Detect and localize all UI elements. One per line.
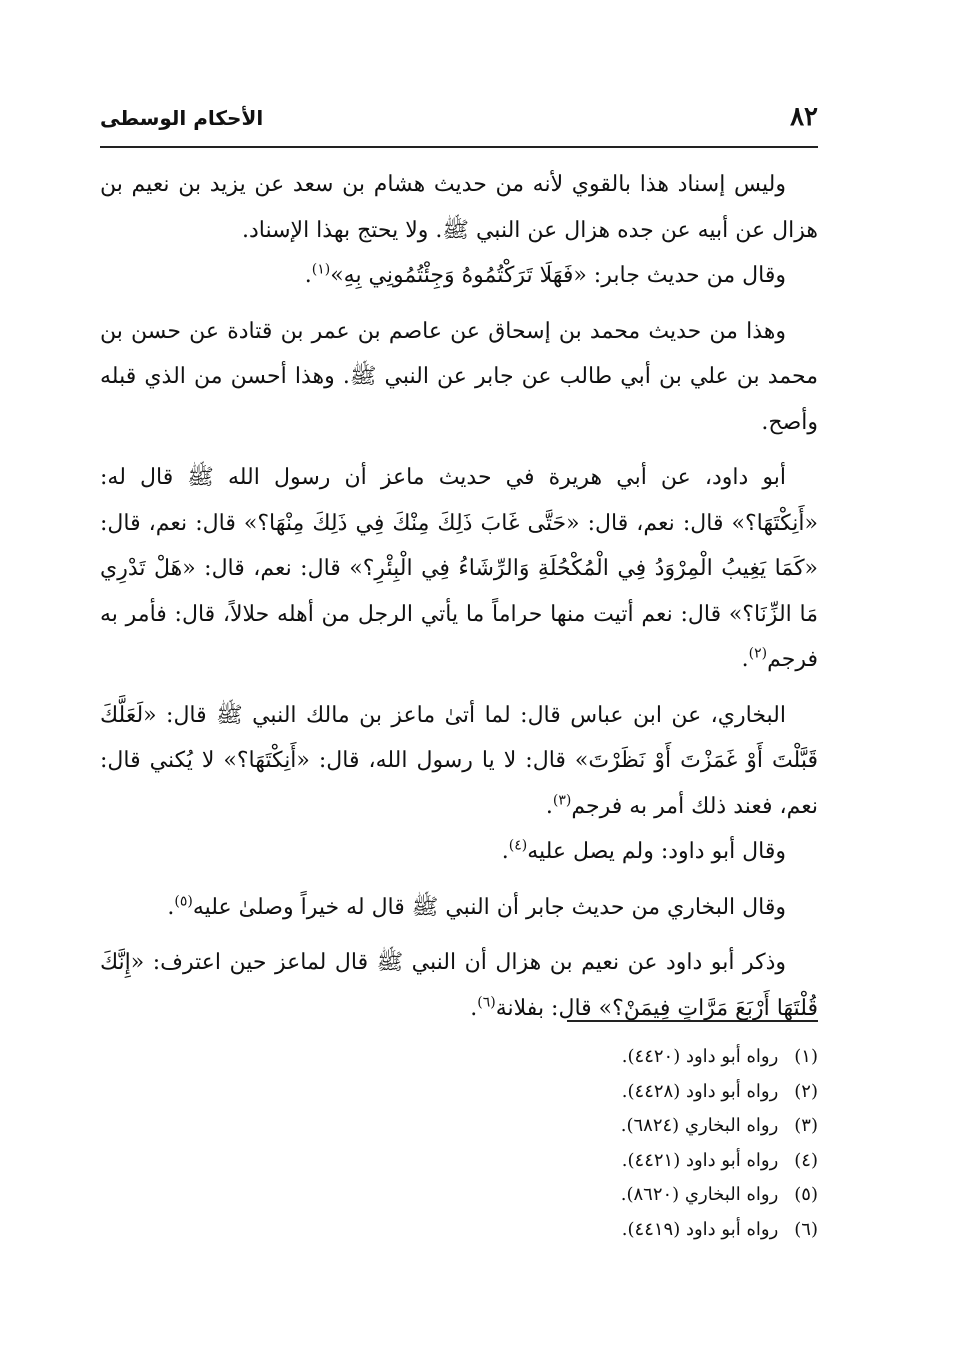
paragraph-end: .	[741, 647, 749, 672]
footnote-item	[418, 1109, 818, 1144]
paragraph-text: وليس إسناد هذا بالقوي لأنه من حديث هشام بن سعد عن يزيد بن نعيم بن هزال عن أبيه عن جده هزال عن النبي ﷺ. ولا يحتج بهذا الإسناد.	[100, 172, 818, 243]
footnote-item	[418, 1040, 818, 1075]
paragraph-text: أبو داود، عن أبي هريرة في حديث ماعز أن رسول الله ﷺ قال له: «أَنِكْتَهَا؟» قال: نعم، قال: «حَتَّى غَابَ ذَلِكَ مِنْكَ فِي ذَلِكَ مِنْهَا؟» قال: نعم، قال: «كَمَا يَغِيبُ الْمِرْوَدُ فِي الْمُكْحُلَةِ وَالرِّشَاءُ فِي الْبِئْرِ؟» قال: نعم، قال: «هَلْ تَدْرِي مَا الزِّنَا؟» قال: نعم أتيت منها حراماً ما يأتي الرجل من أهله حلالاً، قال: فأمر به فرجم	[100, 465, 818, 672]
footnote-marker[interactable]: (٥)	[174, 893, 193, 910]
paragraph-text: وقال من حديث جابر: «فَهَلَا تَرَكْتُمُوهُ وَجِئْتُمُونِي بِهِ»	[330, 263, 786, 288]
footnote-divider	[567, 1020, 818, 1022]
paragraph-end: .	[470, 995, 478, 1021]
footnote-item	[418, 1213, 818, 1248]
paragraph	[100, 885, 818, 931]
footnote-text: رواه أبو داود (٤٤٢٠).	[621, 1046, 779, 1067]
paragraph-end: .	[167, 894, 175, 920]
page-number: ٨٢	[790, 102, 818, 132]
paragraph	[100, 162, 818, 253]
footnote-text: رواه أبو داود (٤٤٢٨).	[621, 1080, 779, 1102]
paragraph	[100, 940, 818, 1031]
header-divider	[100, 146, 818, 148]
footnote-number: (٥)	[794, 1184, 818, 1205]
footnote-number: (٣)	[794, 1115, 818, 1136]
footnote-marker[interactable]: (٤)	[508, 837, 528, 854]
footnote-marker[interactable]: (٣)	[552, 792, 572, 809]
paragraph-text: وقال البخاري من حديث جابر أن النبي ﷺ قال له خيراً وصلىٰ عليه	[192, 894, 786, 920]
footnotes	[418, 1040, 818, 1247]
footnote-marker[interactable]: (١)	[311, 261, 331, 278]
paragraph-text: البخاري، عن ابن عباس قال: لما أتىٰ ماعز بن مالك النبي ﷺ قال: «لَعَلَّكَ قَبَّلْتَ أَوْ غَمَزْتَ أَوْ نَظَرْتَ» قال: لا يا رسول الله، قال: «أَنِكْتَهَا؟» لا يُكني قال: نعم، فعند ذلك أمر به فرجم	[100, 702, 818, 819]
footnote-item	[418, 1075, 818, 1110]
body-text	[100, 162, 818, 1041]
paragraph-text: وذكر أبو داود عن نعيم بن هزال أن النبي ﷺ قال لماعز حين اعترف: «إِنَّكَ قُلْتَهَا أَرْبَعَ مَرَّاتٍ فِيمَنْ؟» قال: بفلانة	[100, 950, 818, 1021]
paragraph	[100, 309, 818, 446]
paragraph	[100, 829, 818, 875]
paragraph	[100, 253, 818, 299]
paragraph-end: .	[545, 793, 553, 819]
paragraph	[100, 693, 818, 830]
page-header	[100, 102, 818, 142]
paragraph-end: .	[501, 839, 509, 864]
paragraph-text: وهذا من حديث محمد بن إسحاق عن عاصم بن عمر بن قتادة عن حسن بن محمد بن علي بن أبي طالب عن جابر عن النبي ﷺ. وهذا أحسن من الذي قبله وأصح.	[100, 318, 818, 435]
footnote-marker[interactable]: (٦)	[477, 994, 496, 1011]
footnote-number: (٦)	[794, 1218, 818, 1240]
footnote-text: رواه البخاري (٦٨٢٤).	[620, 1115, 779, 1136]
footnote-number: (١)	[794, 1046, 818, 1067]
footnote-item	[418, 1144, 818, 1179]
paragraph-text: وقال أبو داود: ولم يصل عليه	[527, 839, 786, 864]
footnote-text: رواه البخاري (٨٦٢٠).	[620, 1184, 779, 1205]
footnote-item	[418, 1178, 818, 1213]
footnote-number: (٤)	[794, 1149, 818, 1171]
footnote-marker[interactable]: (٢)	[748, 645, 768, 662]
footnote-number: (٢)	[794, 1080, 818, 1102]
paragraph	[100, 455, 818, 683]
running-title: الأحكام الوسطى	[100, 106, 264, 130]
footnote-text: رواه أبو داود (٤٤١٩).	[621, 1218, 779, 1240]
paragraph-end: .	[304, 263, 312, 288]
footnote-text: رواه أبو داود (٤٤٢١).	[621, 1149, 779, 1171]
